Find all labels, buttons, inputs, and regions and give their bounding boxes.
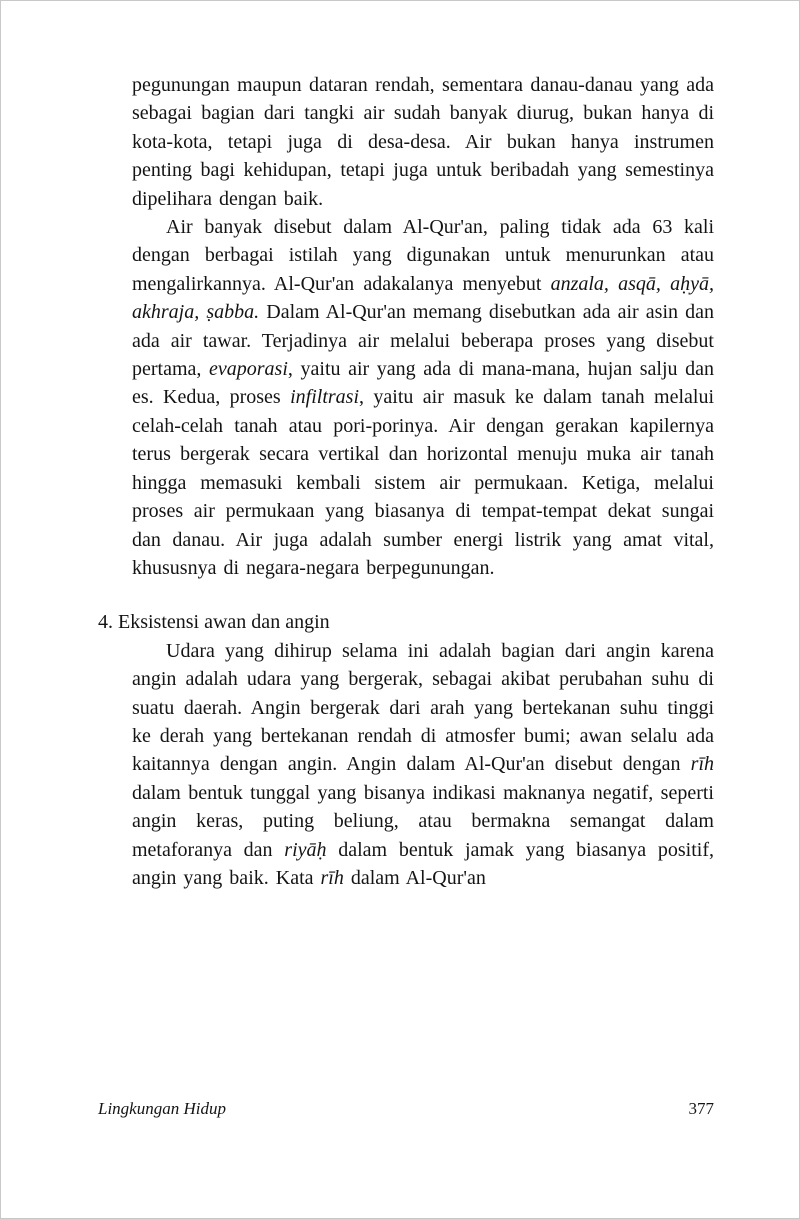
text-run: , yaitu air masuk ke dalam tanah melalui celah-celah tanah atau pori-porinya. Air dengan gerakan kapilernya terus bergerak secara vertikal dan horizontal menuju muka air tanah hingga memasuki kembali sistem air permukaan. Ketiga, melalui proses air permukaan yang biasanya di tempat-tempat dekat sungai dan danau. Air juga adalah sumber energi listrik yang amat vital, khususnya di negara-negara berpegunungan. xyxy=(132,386,714,579)
text-run: dalam bentuk jamak yang biasanya positif, angin yang baik. Kata xyxy=(132,838,714,889)
text-run-italic-infiltrasi: infiltrasi xyxy=(290,386,360,409)
text-run: Udara yang dihirup selama ini adalah bagian dari angin karena angin adalah udara yang bergerak, sebagai akibat perubahan suhu di suatu daerah. Angin bergerak dari arah yang bertekanan suhu tinggi ke derah yang bertekanan rendah di atmosfer bumi; awan selalu ada kaitannya dengan angin. Angin dalam Al-Qur'an disebut dengan xyxy=(132,639,714,776)
page-footer xyxy=(98,1099,714,1119)
text-run-italic-rih: rīh xyxy=(320,866,344,889)
text-run: Air banyak disebut dalam Al-Qur'an, paling tidak ada 63 kali dengan berbagai istilah yang digunakan untuk menurunkan atau mengalirkannya. Al-Qur'an adakalanya menyebut xyxy=(132,216,714,295)
paragraph-continuation xyxy=(132,71,714,213)
text-run: dalam Al-Qur'an xyxy=(343,866,486,889)
page-number: 377 xyxy=(688,1099,714,1118)
text-run-italic-riyah: riyāḥ xyxy=(284,838,327,861)
text-run: pegunungan maupun dataran rendah, sementara danau-danau yang ada sebagai bagian dari tangki air sudah banyak diurug, bukan hanya di kota-kota, tetapi juga di desa-desa. Air bukan hanya instrumen penting bagi kehidupan, tetapi juga untuk beribadah yang semestinya dipelihara dengan baik. xyxy=(132,74,714,210)
text-run: Dalam Al-Qur'an memang disebutkan ada air asin dan ada air tawar. Terjadinya air melalui beberapa proses yang disebut pertama, xyxy=(132,301,714,381)
paragraph-wind xyxy=(132,637,714,893)
paragraph-water xyxy=(132,213,714,582)
text-run: , yaitu air yang ada di mana-mana, hujan salju dan es. Kedua, proses xyxy=(132,358,714,409)
text-run-italic-arabic-terms: anzala, asqā, aḥyā, akhraja, ṣabba. xyxy=(132,272,714,324)
text-run-italic-rih: rīh xyxy=(690,753,714,776)
text-run-italic-evaporasi: evaporasi xyxy=(209,358,288,381)
running-title: Lingkungan Hidup xyxy=(98,1099,226,1118)
text-run: dalam bentuk tunggal yang bisanya indikasi maknanya negatif, seperti angin keras, puting beliung, atau bermakna semangat dalam metaforanya dan xyxy=(132,781,714,861)
page-content xyxy=(98,71,714,892)
section-heading: 4. Eksistensi awan dan angin xyxy=(98,611,330,634)
